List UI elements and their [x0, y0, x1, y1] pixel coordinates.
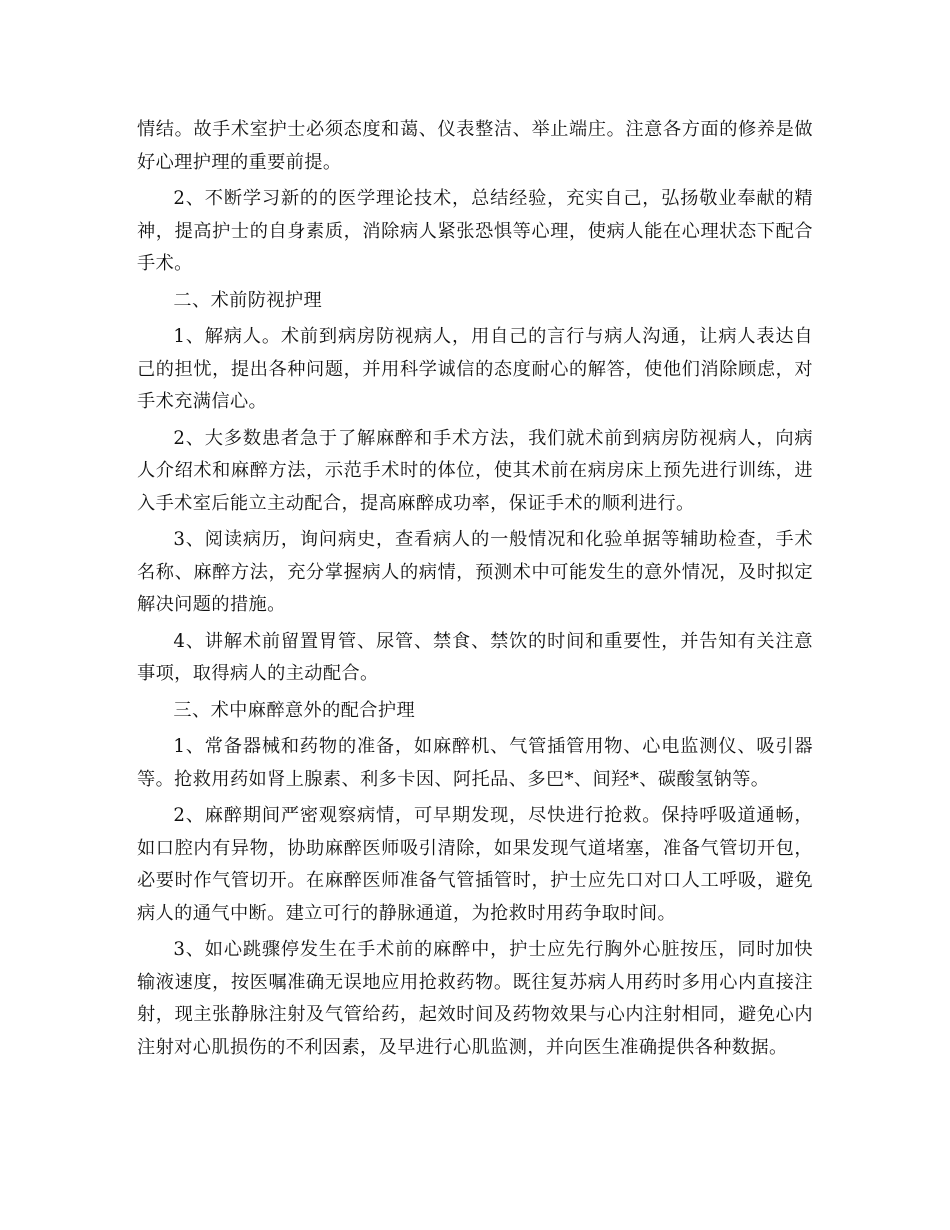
- paragraph-continuation: 情结。故手术室护士必须态度和蔼、仪表整洁、举止端庄。注意各方面的修养是做好心理护理的重要前提。: [137, 119, 813, 173]
- document-body: [137, 114, 813, 1068]
- paragraph-preop-1: 1、解病人。术前到病房防视病人，用自己的言行与病人沟通，让病人表达自己的担忧，提出各种问题，并用科学诚信的态度耐心的解答，使他们消除顾虑，对手术充满信心。: [137, 326, 813, 412]
- paragraph-preop-3: 3、阅读病历，询问病史，查看病人的一般情况和化验单据等辅助检查，手术名称、麻醉方法，充分掌握病人的病情，预测术中可能发生的意外情况，及时拟定解决问题的措施。: [137, 529, 813, 615]
- section-heading-preop: 二、术前防视护理: [173, 289, 323, 311]
- section-heading-intraop: 三、术中麻醉意外的配合护理: [173, 699, 416, 721]
- paragraph-intraop-1: 1、常备器械和药物的准备，如麻醉机、气管插管用物、心电监测仪、吸引器等。抢救用药如肾上腺素、利多卡因、阿托品、多巴*、间羟*、碳酸氢钠等。: [137, 736, 813, 790]
- paragraph-item-2: 2、不断学习新的的医学理论技术，总结经验，充实自己，弘扬敬业奉献的精神，提高护士的自身素质，消除病人紧张恐惧等心理，使病人能在心理状态下配合手术。: [137, 188, 813, 274]
- paragraph-intraop-2: 2、麻醉期间严密观察病情，可早期发现，尽快进行抢救。保持呼吸道通畅，如口腔内有异物，协助麻醉医师吸引清除，如果发现气道堵塞，准备气管切开包，必要时作气管切开。在麻醉医师准备气管插管时，护士应先口对口人工呼吸，避免病人的通气中断。建立可行的静脉通道，为抢救时用药争取时间。: [137, 805, 813, 924]
- paragraph-intraop-3: 3、如心跳骤停发生在手术前的麻醉中，护士应先行胸外心脏按压，同时加快输液速度，按医嘱准确无误地应用抢救药物。既往复苏病人用药时多用心内直接注射，现主张静脉注射及气管给药，起效时间及药物效果与心内注射相同，避免心内注射对心肌损伤的不利因素，及早进行心肌监测，并向医生准确提供各种数据。: [137, 939, 813, 1058]
- paragraph-preop-4: 4、讲解术前留置胃管、尿管、禁食、禁饮的时间和重要性，并告知有关注意事项，取得病人的主动配合。: [137, 630, 813, 684]
- paragraph-preop-2: 2、大多数患者急于了解麻醉和手术方法，我们就术前到病房防视病人，向病人介绍术和麻醉方法，示范手术时的体位，使其术前在病房床上预先进行训练，进入手术室后能立主动配合，提高麻醉成功率，保证手术的顺利进行。: [137, 427, 813, 514]
